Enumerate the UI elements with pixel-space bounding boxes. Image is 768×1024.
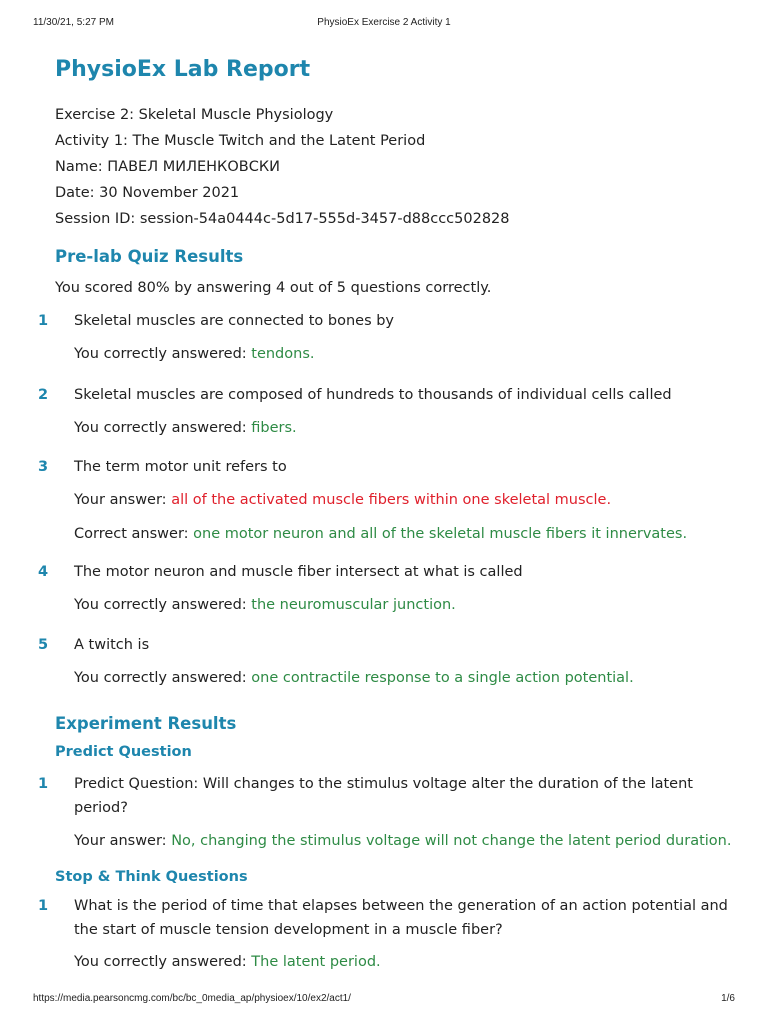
report-title: PhysioEx Lab Report — [55, 57, 311, 82]
stop-think-question — [38, 894, 735, 942]
date-line: Date: 30 November 2021 — [55, 185, 240, 201]
quiz-correct-answer — [74, 523, 735, 545]
answer-label: You correctly answered: — [74, 670, 247, 686]
predict-question — [38, 772, 735, 820]
question-number: 1 — [38, 776, 49, 792]
print-footer — [33, 993, 735, 1007]
correct-answer-text: the neuromuscular junction. — [251, 597, 456, 613]
correct-answer-text: No, changing the stimulus voltage will not change the latent period duration. — [171, 833, 732, 849]
question-number: 1 — [38, 898, 49, 914]
question-number: 3 — [38, 459, 49, 475]
prelab-summary: You scored 80% by answering 4 out of 5 questions correctly. — [55, 280, 492, 296]
question-text: Predict Question: Will changes to the stimulus voltage alter the duration of the latent period? — [74, 776, 693, 816]
correct-answer-label: Correct answer: — [74, 526, 189, 542]
correct-answer-text: one motor neuron and all of the skeletal muscle fibers it innervates. — [193, 526, 688, 542]
question-number: 1 — [38, 313, 49, 329]
print-datetime: 11/30/21, 5:27 PM — [33, 17, 114, 28]
predict-heading: Predict Question — [55, 744, 192, 760]
name-line: Name: ПАВЕЛ МИЛЕНКОВСКИ — [55, 159, 280, 175]
correct-answer-text: tendons. — [251, 346, 315, 362]
quiz-answer — [74, 594, 735, 616]
answer-label: You correctly answered: — [74, 597, 247, 613]
question-text: What is the period of time that elapses between the generation of an action potential and the start of muscle tension development in a muscle fiber? — [74, 898, 728, 938]
question-number: 5 — [38, 637, 49, 653]
question-number: 4 — [38, 564, 49, 580]
print-page-title: PhysioEx Exercise 2 Activity 1 — [317, 17, 451, 28]
wrong-answer-text: all of the activated muscle fibers within one skeletal muscle. — [171, 492, 612, 508]
answer-label: Your answer: — [74, 833, 167, 849]
correct-answer-text: fibers. — [251, 420, 297, 436]
predict-answer — [74, 830, 735, 852]
quiz-answer — [74, 667, 735, 689]
correct-answer-text: one contractile response to a single action potential. — [251, 670, 634, 686]
answer-label: You correctly answered: — [74, 346, 247, 362]
print-header — [33, 17, 735, 31]
question-text: Skeletal muscles are connected to bones by — [74, 313, 395, 329]
print-url: https://media.pearsoncmg.com/bc/bc_0media_ap/physioex/10/ex2/act1/ — [33, 993, 351, 1004]
quiz-question — [38, 455, 735, 479]
quiz-question — [38, 633, 735, 657]
question-number: 2 — [38, 387, 49, 403]
page-number: 1/6 — [721, 993, 735, 1004]
question-text: A twitch is — [74, 637, 150, 653]
answer-label: You correctly answered: — [74, 954, 247, 970]
question-text: The motor neuron and muscle fiber intersect at what is called — [74, 564, 523, 580]
your-answer-label: Your answer: — [74, 492, 167, 508]
session-line: Session ID: session-54a0444c-5d17-555d-3457-d88ccc502828 — [55, 211, 510, 227]
correct-answer-text: The latent period. — [251, 954, 381, 970]
report-meta — [55, 102, 735, 232]
quiz-your-answer — [74, 489, 735, 511]
exercise-line: Exercise 2: Skeletal Muscle Physiology — [55, 107, 334, 123]
quiz-question — [38, 383, 735, 407]
quiz-answer — [74, 417, 735, 439]
experiment-heading: Experiment Results — [55, 714, 237, 733]
quiz-question — [38, 560, 735, 584]
lab-report — [38, 52, 735, 973]
prelab-heading: Pre-lab Quiz Results — [55, 247, 244, 266]
activity-line: Activity 1: The Muscle Twitch and the Latent Period — [55, 133, 426, 149]
answer-label: You correctly answered: — [74, 420, 247, 436]
quiz-question — [38, 309, 735, 333]
stop-think-heading: Stop & Think Questions — [55, 869, 248, 885]
quiz-answer — [74, 343, 735, 365]
question-text: Skeletal muscles are composed of hundreds to thousands of individual cells called — [74, 387, 672, 403]
stop-think-answer — [74, 951, 735, 973]
question-text: The term motor unit refers to — [74, 459, 287, 475]
